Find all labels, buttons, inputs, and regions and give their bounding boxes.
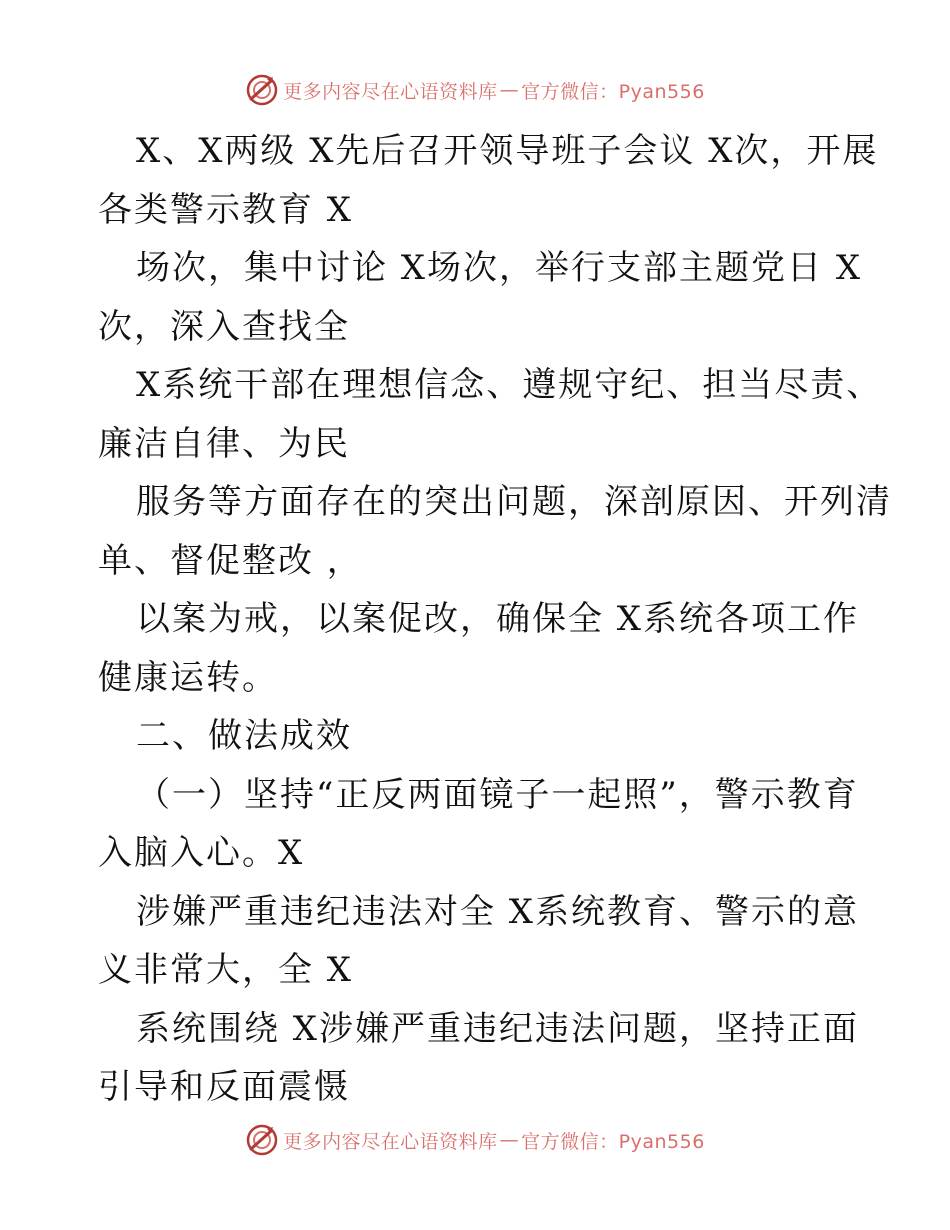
brand-logo-icon: [245, 1123, 279, 1157]
text-line: 次，深入查找全: [98, 306, 350, 347]
text-line: 涉嫌严重违纪违法对全 X系统教育、警示的意: [136, 891, 860, 932]
text-line: 引导和反面震慑: [98, 1067, 350, 1107]
text-line: X、X两级 X先后召开领导班子会议 X次，开展: [136, 131, 879, 171]
text-line: 廉洁自律、为民: [98, 423, 350, 464]
subsection-heading: （一）坚持“正反两面镜子一起照”，警示教育: [136, 774, 859, 815]
header-watermark: [0, 70, 950, 110]
text-line: 场次，集中讨论 X场次，举行支部主题党日 X: [136, 248, 863, 288]
brand-logo-icon: [245, 73, 279, 107]
text-line: 义非常大，全 X: [98, 950, 354, 990]
text-line: 系统围绕 X涉嫌严重违纪违法问题，坚持正面: [136, 1008, 860, 1049]
watermark-text: 更多内容尽在心语资料库: [283, 1130, 498, 1153]
text-line: 入脑入心。X: [98, 833, 305, 873]
text-line: 以案为戒，以案促改，确保全 X系统各项工作: [136, 599, 860, 639]
text-line: 单、督促整改 ，: [98, 540, 363, 581]
text-line: X系统干部在理想信念、遵规守纪、担当尽责、: [136, 365, 883, 405]
footer-watermark: [0, 1120, 950, 1160]
document-body: [98, 122, 892, 1117]
watermark-suffix: 官方微信：Pyan556: [521, 1130, 705, 1153]
watermark-suffix: 官方微信：Pyan556: [521, 80, 705, 103]
text-line: 健康运转。: [98, 657, 278, 698]
watermark-separator: —: [499, 79, 520, 101]
watermark-separator: —: [499, 1129, 520, 1151]
section-heading: 二、做法成效: [136, 716, 352, 756]
text-line: 各类警示教育 X: [98, 189, 354, 230]
watermark-text: 更多内容尽在心语资料库: [283, 80, 498, 103]
text-line: 服务等方面存在的突出问题，深剖原因、开列清: [136, 482, 892, 522]
